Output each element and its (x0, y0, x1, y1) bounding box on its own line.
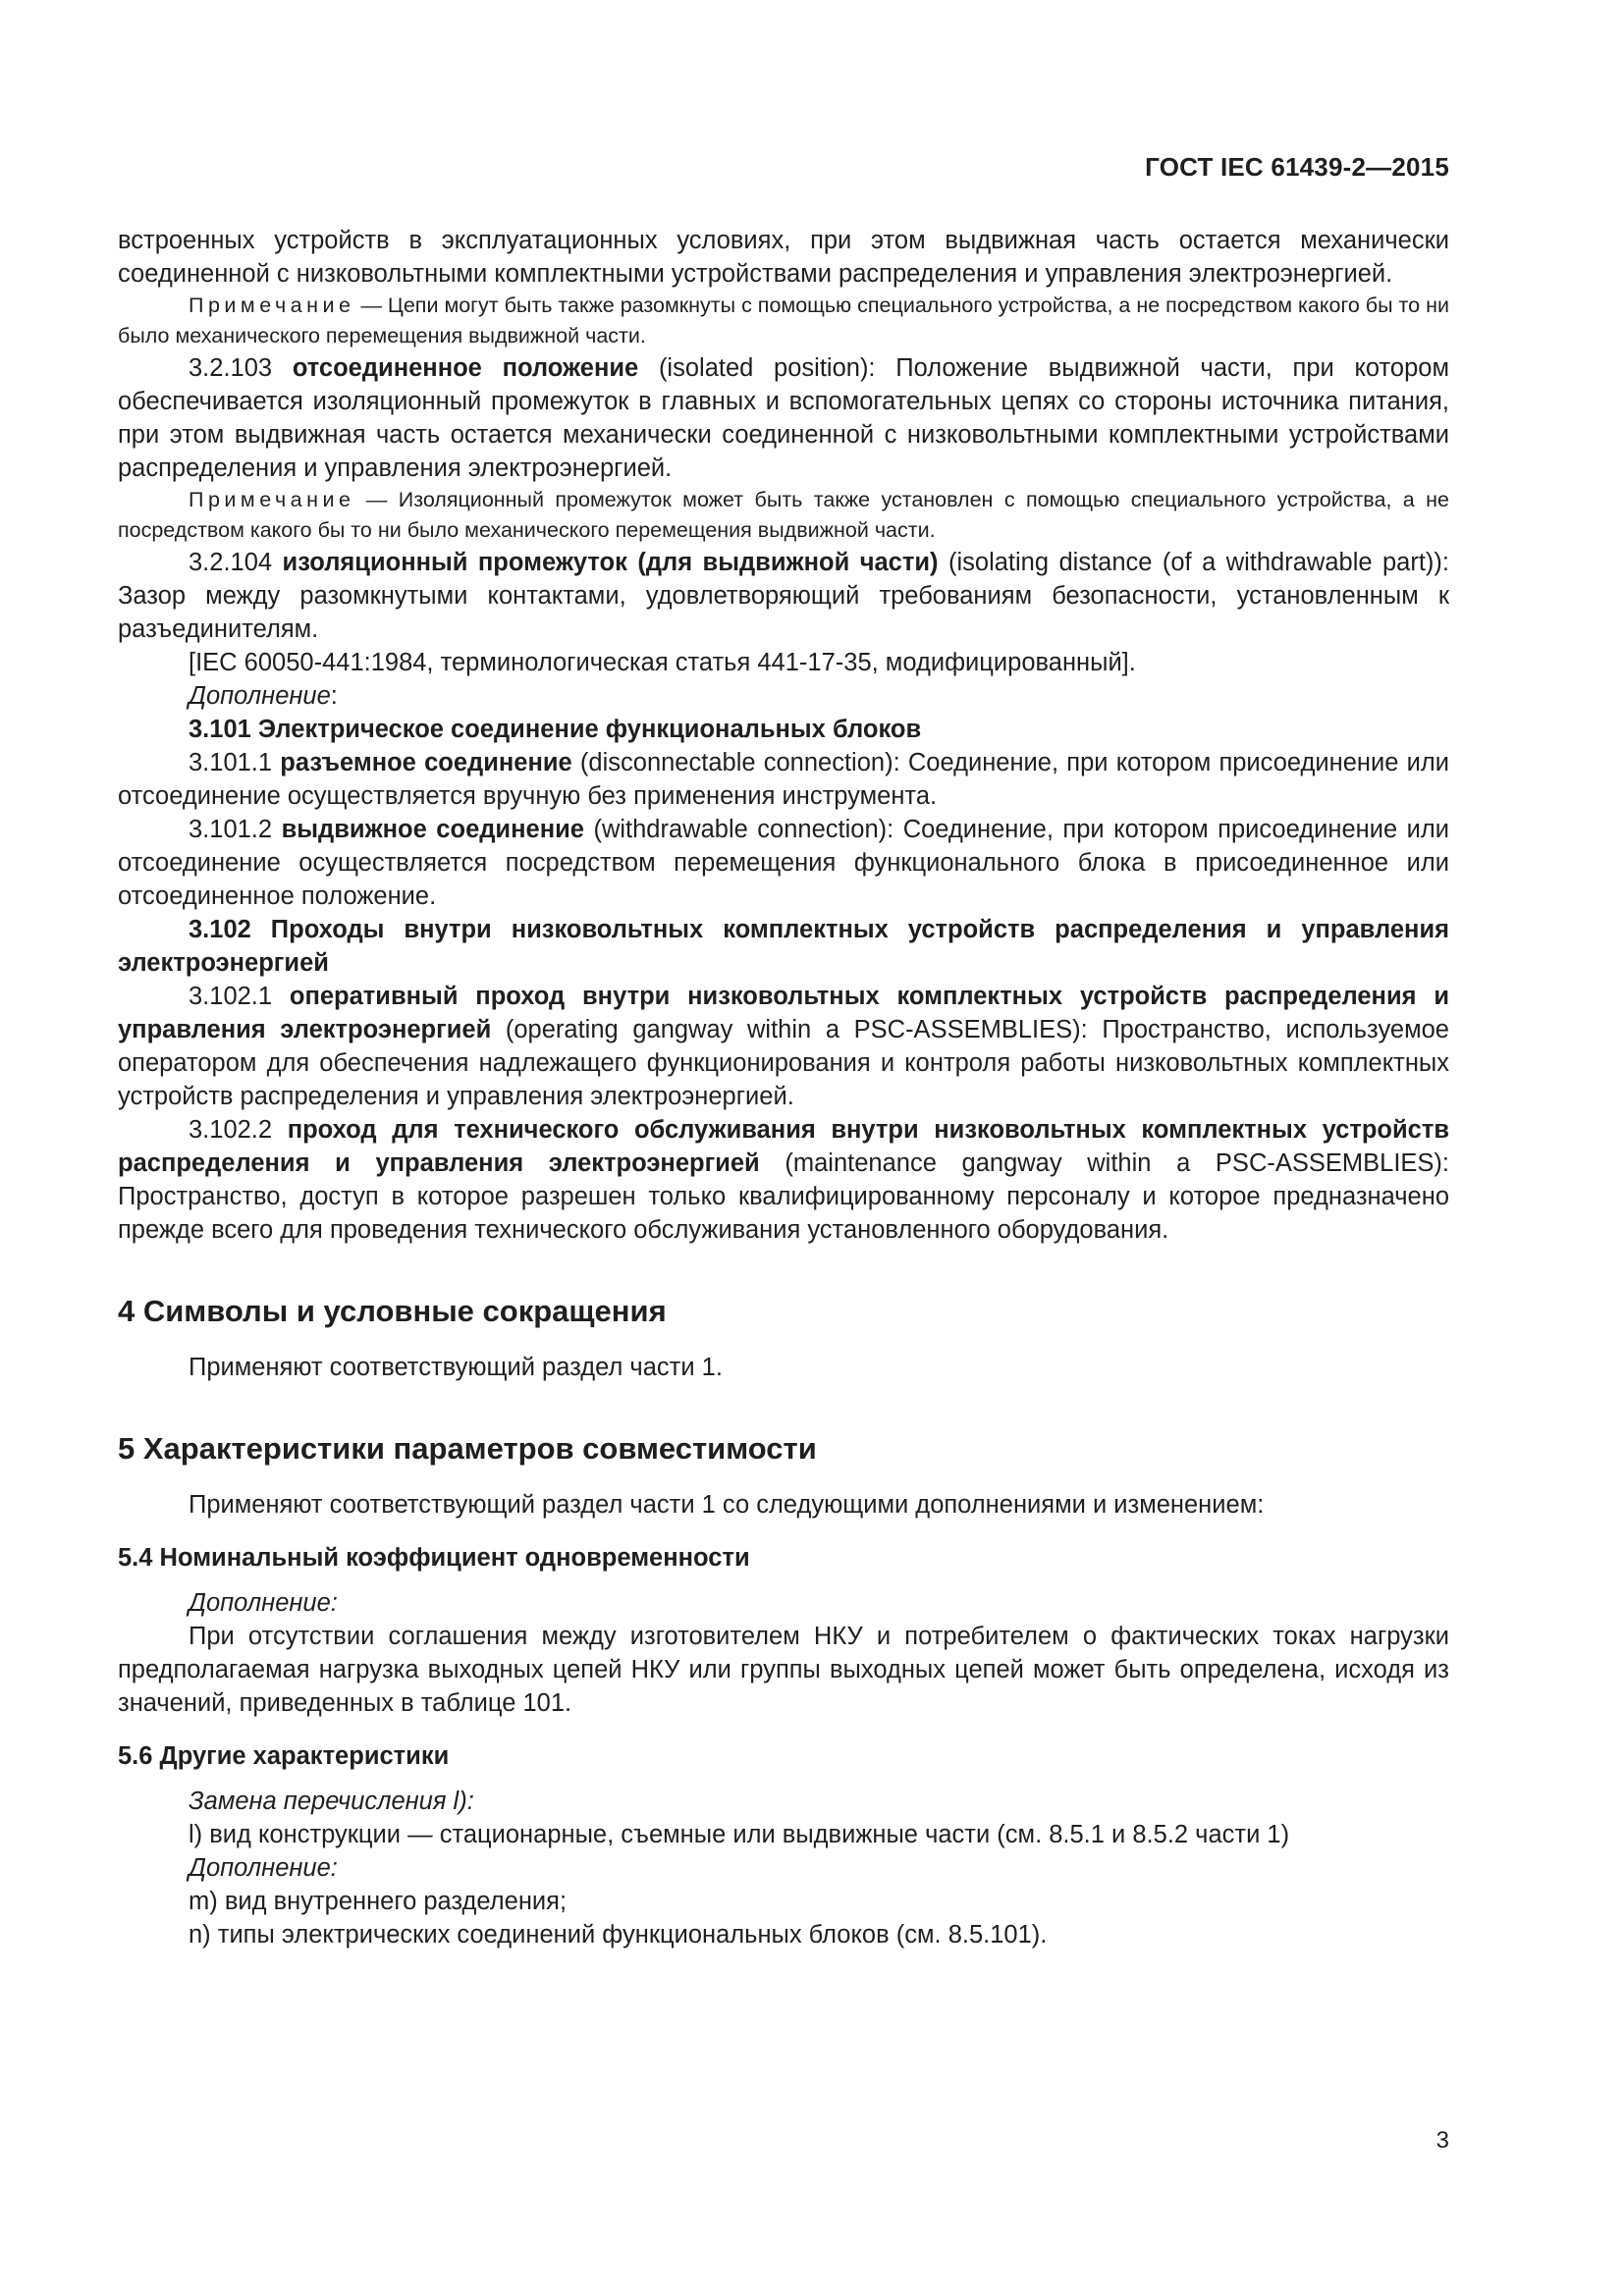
term-name: оперативный проход внутри низковольтных комплектных устройств распределения и управления электроэнергией (118, 983, 1449, 1043)
note-paragraph-2 (118, 485, 1449, 546)
term-3-2-103 (118, 351, 1449, 485)
addition-word: Дополнение (189, 682, 331, 710)
term-definition: (operating gangway within a PSC-ASSEMBLIES): Пространство, используемое оператором для обеспечения надлежащего функционирования и контроля работы низковольтных комплектных устройств распределения и управления электроэнергией. (118, 1016, 1449, 1110)
section-4-title: 4 Символы и условные сокращения (118, 1294, 667, 1328)
list-item-m: m) вид внутреннего разделения; (189, 1888, 568, 1915)
section-5-6-replace: Замена перечисления l): (189, 1788, 474, 1815)
term-number: 3.101.2 (189, 816, 282, 843)
term-definition: (disconnectable connection): Соединение, при котором присоединение или отсоединение осуществляется вручную без применения инструмента. (118, 749, 1449, 810)
section-5-6-title: 5.6 Другие характеристики (118, 1742, 450, 1770)
section-5-4-title: 5.4 Номинальный коэффициент одновременности (118, 1544, 750, 1572)
addition-colon: : (330, 682, 338, 710)
section-5-text: Применяют соответствующий раздел части 1 со следующими дополнениями и изменением: (189, 1491, 1265, 1519)
term-name: изоляционный промежуток (для выдвижной части) (282, 549, 939, 576)
term-name: проход для технического обслуживания внутри низковольтных комплектных устройств распределения и управления электроэнергией (118, 1116, 1449, 1177)
addition-label-1 (118, 679, 1449, 713)
section-5-4-text: При отсутствии соглашения между изготовителем НКУ и потребителем о фактических токах нагрузки предполагаемая нагрузка выходных цепей НКУ или группы выходных цепей может быть определена, исходя из значений, приведенных в таблице 101. (118, 1623, 1449, 1717)
note-paragraph-1 (118, 291, 1449, 351)
list-item-l: l) вид конструкции — стационарные, съемные или выдвижные части (см. 8.5.1 и 8.5.2 части 1) (189, 1821, 1290, 1848)
term-name: разъемное соединение (280, 749, 572, 776)
note-label: Примечание (189, 294, 355, 317)
term-number: 3.101.1 (189, 749, 281, 776)
term-definition: (maintenance gangway within a PSC-ASSEMBLIES): Пространство, доступ в которое разрешен только квалифицированному персоналу и которое предназначено прежде всего для проведения технического обслуживания установленного оборудования. (118, 1149, 1449, 1244)
term-3-102-2 (118, 1113, 1449, 1247)
term-name: выдвижное соединение (281, 816, 584, 843)
note-text: — Цепи могут быть также разомкнуты с помощью специального устройства, а не посредством какого бы то ни было механического перемещения выдвижной части. (118, 294, 1449, 347)
term-3-102-1 (118, 980, 1449, 1113)
term-number: 3.102.1 (189, 983, 290, 1010)
term-definition: (withdrawable connection): Соединение, при котором присоединение или отсоединение осуществляется посредством перемещения функционального блока в присоединенное или отсоединенное положение. (118, 816, 1449, 910)
list-item-n: n) типы электрических соединений функциональных блоков (см. 8.5.101). (189, 1921, 1048, 1949)
note-text: — Изоляционный промежуток может быть также установлен с помощью специального устройства, а не посредством какого бы то ни было механического перемещения выдвижной части. (118, 488, 1449, 542)
term-definition: (isolating distance (of a withdrawable part)): Зазор между разомкнутыми контактами, удовлетворяющий требованиям безопасности, установленным к разъединителям. (118, 549, 1449, 643)
page-content (118, 224, 1449, 1951)
term-number: 3.102.2 (189, 1116, 288, 1144)
term-3-101-2 (118, 813, 1449, 913)
section-5-title: 5 Характеристики параметров совместимости (118, 1431, 817, 1466)
term-name: отсоединенное положение (292, 354, 639, 382)
section-4-text: Применяют соответствующий раздел части 1. (189, 1354, 723, 1381)
subsection-3-101-title: 3.101 Электрическое соединение функциональных блоков (189, 716, 922, 743)
term-3-101-1 (118, 746, 1449, 813)
section-5-6-addition: Дополнение: (189, 1854, 338, 1882)
term-definition: (isolated position): Положение выдвижной части, при котором обеспечивается изоляционный промежуток в главных и вспомогательных цепях со стороны источника питания, при этом выдвижная часть остается механически соединенной с низковольтными комплектными устройствами распределения и управления электроэнергией. (118, 354, 1450, 482)
term-3-2-104 (118, 546, 1449, 646)
section-5-4-addition: Дополнение: (189, 1589, 338, 1617)
term-number: 3.2.104 (189, 549, 283, 576)
intro-paragraph: встроенных устройств в эксплуатационных условиях, при этом выдвижная часть остается механически соединенной с низковольтными комплектными устройствами распределения и управления электроэнергией. (118, 227, 1449, 288)
document-header: ГОСТ IEC 61439-2—2015 (1145, 152, 1449, 182)
subsection-3-102-title: 3.102 Проходы внутри низковольтных комплектных устройств распределения и управления электроэнергией (118, 916, 1449, 977)
iec-reference: [IEC 60050-441:1984, терминологическая статья 441-17-35, модифицированный]. (189, 649, 1136, 676)
note-label: Примечание (189, 488, 355, 511)
page-number: 3 (1435, 2127, 1449, 2154)
term-number: 3.2.103 (189, 354, 293, 382)
